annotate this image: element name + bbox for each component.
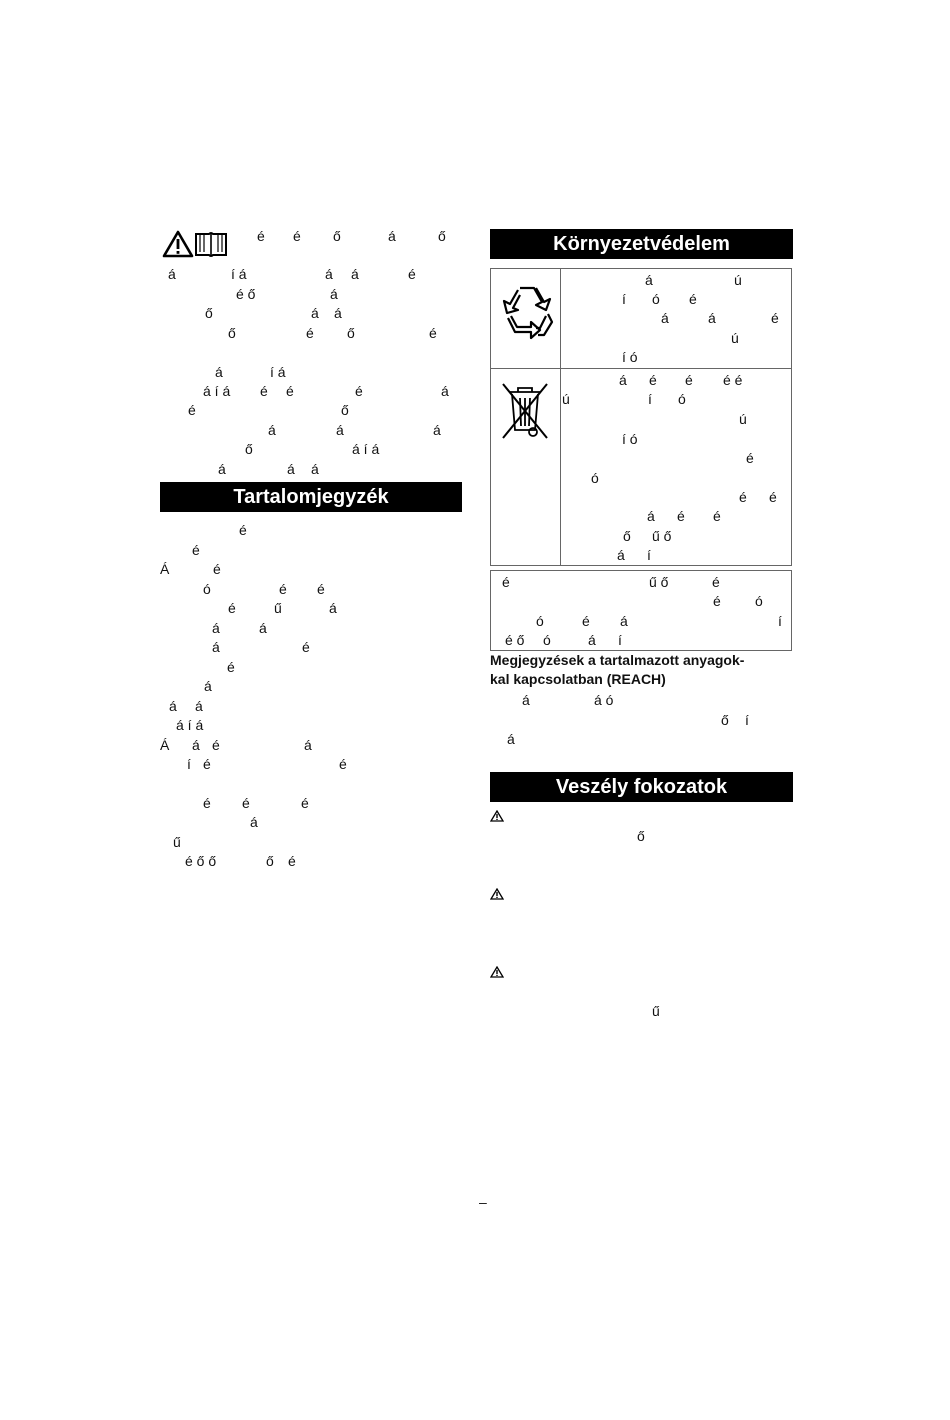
text-fragment: á bbox=[311, 461, 319, 477]
text-fragment: é bbox=[286, 383, 294, 399]
text-fragment: ő bbox=[637, 828, 645, 844]
text-fragment: í bbox=[187, 756, 191, 772]
text-fragment: é bbox=[293, 228, 301, 244]
reach-title-line1: Megjegyzések a tartalmazott anyagok- bbox=[490, 652, 745, 668]
text-fragment: ő bbox=[341, 402, 349, 418]
text-fragment: á bbox=[311, 305, 319, 321]
text-fragment: ó bbox=[678, 391, 686, 407]
text-fragment: í ó bbox=[622, 431, 638, 447]
text-fragment: é bbox=[203, 756, 211, 772]
warning-triangle-icon bbox=[490, 810, 504, 822]
text-fragment: á bbox=[268, 422, 276, 438]
text-fragment: á bbox=[336, 422, 344, 438]
text-fragment: ő bbox=[438, 228, 446, 244]
text-fragment: é bbox=[317, 581, 325, 597]
crossed-out-bin-icon bbox=[500, 380, 550, 442]
text-fragment: é ő bbox=[236, 286, 256, 302]
warning-triangle-icon bbox=[490, 966, 504, 978]
text-fragment: é bbox=[260, 383, 268, 399]
text-fragment: á í á bbox=[176, 717, 204, 733]
text-fragment: ú bbox=[739, 411, 747, 427]
text-fragment: á bbox=[287, 461, 295, 477]
text-fragment: í bbox=[745, 712, 749, 728]
text-fragment: é bbox=[257, 228, 265, 244]
danger-heading: Veszély fokozatok bbox=[490, 772, 793, 802]
text-fragment: ú bbox=[731, 330, 739, 346]
text-fragment: ú bbox=[562, 391, 570, 407]
text-fragment: ő bbox=[205, 305, 213, 321]
text-fragment: á bbox=[212, 620, 220, 636]
text-fragment: á bbox=[388, 228, 396, 244]
text-fragment: ő bbox=[245, 441, 253, 457]
text-fragment: é bbox=[769, 489, 777, 505]
text-fragment: á í á bbox=[203, 383, 231, 399]
text-fragment: í bbox=[648, 391, 652, 407]
text-fragment: ő bbox=[347, 325, 355, 341]
text-fragment: á bbox=[259, 620, 267, 636]
disposal-box-divider bbox=[560, 368, 561, 566]
warning-triangle-icon bbox=[162, 230, 194, 258]
text-fragment: á bbox=[433, 422, 441, 438]
text-fragment: é bbox=[739, 489, 747, 505]
text-fragment: í bbox=[647, 547, 651, 563]
text-fragment: é bbox=[713, 508, 721, 524]
text-fragment: é bbox=[288, 853, 296, 869]
page-number-mark: – bbox=[479, 1194, 487, 1210]
text-fragment: á bbox=[647, 508, 655, 524]
text-fragment: ű ő bbox=[649, 574, 669, 590]
text-fragment: é bbox=[502, 574, 510, 590]
text-fragment: é bbox=[212, 737, 220, 753]
text-fragment: á bbox=[708, 310, 716, 326]
text-fragment: é bbox=[239, 522, 247, 538]
text-fragment: é bbox=[712, 574, 720, 590]
text-fragment: é bbox=[685, 372, 693, 388]
text-fragment: é bbox=[339, 756, 347, 772]
text-fragment: á bbox=[329, 600, 337, 616]
recycling-box-divider bbox=[560, 268, 561, 369]
text-fragment: á bbox=[441, 383, 449, 399]
text-fragment: á bbox=[250, 814, 258, 830]
text-fragment: á bbox=[195, 698, 203, 714]
text-fragment: é bbox=[649, 372, 657, 388]
text-fragment: é bbox=[408, 266, 416, 282]
text-fragment: é bbox=[227, 659, 235, 675]
text-fragment: é ő bbox=[505, 632, 525, 648]
text-fragment: é bbox=[713, 593, 721, 609]
text-fragment: ú bbox=[734, 272, 742, 288]
text-fragment: á bbox=[620, 613, 628, 629]
text-fragment: á bbox=[325, 266, 333, 282]
text-fragment: ű bbox=[652, 1003, 660, 1019]
text-fragment: é bbox=[279, 581, 287, 597]
text-fragment: á bbox=[334, 305, 342, 321]
text-fragment: é bbox=[242, 795, 250, 811]
text-fragment: Á bbox=[160, 561, 170, 577]
text-fragment: á bbox=[330, 286, 338, 302]
text-fragment: ű ő bbox=[652, 528, 672, 544]
text-fragment: é ő ő bbox=[185, 853, 217, 869]
text-fragment: é bbox=[192, 542, 200, 558]
text-fragment: á bbox=[212, 639, 220, 655]
text-fragment: á bbox=[204, 678, 212, 694]
text-fragment: á bbox=[619, 372, 627, 388]
text-fragment: ő bbox=[623, 528, 631, 544]
text-fragment: í bbox=[778, 613, 782, 629]
text-fragment: í á bbox=[231, 266, 247, 282]
text-fragment: ó bbox=[652, 291, 660, 307]
text-fragment: é bbox=[746, 450, 754, 466]
text-fragment: á bbox=[169, 698, 177, 714]
text-fragment: á bbox=[304, 737, 312, 753]
text-fragment: é bbox=[188, 402, 196, 418]
text-fragment: é bbox=[301, 795, 309, 811]
text-fragment: á bbox=[507, 731, 515, 747]
text-fragment: é bbox=[771, 310, 779, 326]
text-fragment: ő bbox=[721, 712, 729, 728]
text-fragment: á ó bbox=[594, 692, 614, 708]
text-fragment: é bbox=[213, 561, 221, 577]
text-fragment: Á bbox=[160, 737, 170, 753]
text-fragment: ű bbox=[274, 600, 282, 616]
text-fragment: é bbox=[306, 325, 314, 341]
text-fragment: ő bbox=[333, 228, 341, 244]
text-fragment: ó bbox=[536, 613, 544, 629]
text-fragment: á bbox=[218, 461, 226, 477]
text-fragment: é bbox=[677, 508, 685, 524]
text-fragment: é bbox=[429, 325, 437, 341]
toc-heading: Tartalomjegyzék bbox=[160, 482, 462, 512]
text-fragment: í ó bbox=[622, 349, 638, 365]
text-fragment: í bbox=[618, 632, 622, 648]
text-fragment: á í á bbox=[352, 441, 380, 457]
text-fragment: á bbox=[351, 266, 359, 282]
notice-box bbox=[490, 570, 792, 651]
text-fragment: é bbox=[355, 383, 363, 399]
text-fragment: é é bbox=[723, 372, 743, 388]
text-fragment: á bbox=[661, 310, 669, 326]
text-fragment: ó bbox=[543, 632, 551, 648]
text-fragment: á bbox=[645, 272, 653, 288]
text-fragment: é bbox=[689, 291, 697, 307]
env-heading: Környezetvédelem bbox=[490, 229, 793, 259]
text-fragment: í á bbox=[270, 364, 286, 380]
text-fragment: ő bbox=[228, 325, 236, 341]
text-fragment: ű bbox=[173, 834, 181, 850]
text-fragment: é bbox=[302, 639, 310, 655]
text-fragment: á bbox=[192, 737, 200, 753]
open-book-icon bbox=[194, 230, 228, 258]
text-fragment: ó bbox=[755, 593, 763, 609]
text-fragment: ő bbox=[266, 853, 274, 869]
text-fragment: ó bbox=[591, 470, 599, 486]
text-fragment: í bbox=[622, 291, 626, 307]
text-fragment: é bbox=[228, 600, 236, 616]
reach-title-line2: kal kapcsolatban (REACH) bbox=[490, 671, 666, 687]
text-fragment: á bbox=[168, 266, 176, 282]
text-fragment: é bbox=[582, 613, 590, 629]
recycle-icon bbox=[498, 282, 556, 340]
text-fragment: á bbox=[522, 692, 530, 708]
text-fragment: á bbox=[617, 547, 625, 563]
warning-triangle-icon bbox=[490, 888, 504, 900]
text-fragment: á bbox=[588, 632, 596, 648]
text-fragment: ó bbox=[203, 581, 211, 597]
text-fragment: á bbox=[215, 364, 223, 380]
text-fragment: é bbox=[203, 795, 211, 811]
